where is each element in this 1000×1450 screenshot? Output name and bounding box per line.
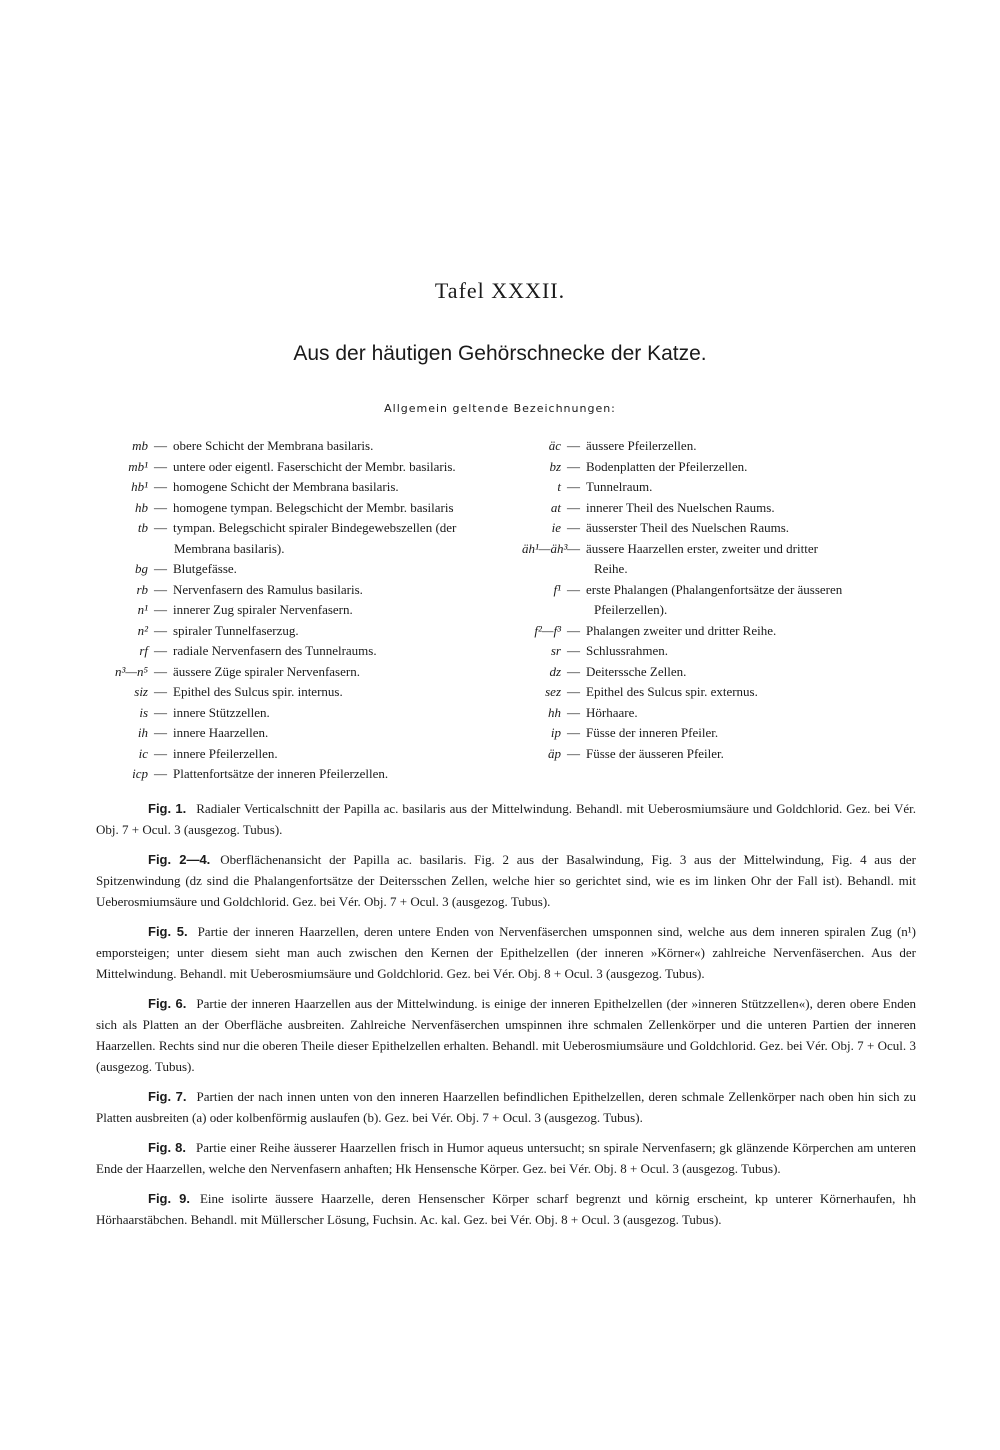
- legend-abbreviation: sr: [550, 643, 561, 658]
- legend-entry: [522, 477, 922, 498]
- figure-text: Eine isolirte äussere Haarzelle, deren Hensenscher Körper scharf begrenzt und körnig erscheint, kp unterer Körnerhaufen, hh Hörhaarstäbchen. Behandl. mit Müllerscher Lösung, Fuchsin. Ac. kal. Gez. bei Vér. Obj. 8 + Ocul. 3 (ausgezog. Tubus).: [96, 1191, 916, 1227]
- legend-abbreviation: rb: [136, 581, 148, 597]
- figure-label: Fig. 7.: [148, 1089, 187, 1104]
- legend-abbreviation: mb: [132, 438, 148, 453]
- figure-text: Oberflächenansicht der Papilla ac. basilaris. Fig. 2 aus der Basalwindung, Fig. 3 aus der Mittelwindung, Fig. 4 aus der Spitzenwindung (dz sind die Phalangenfortsätze der Deitersschen Zellen, welche hier so gerichtet sind, wie es im linken Ohr der Fall ist). Behandl. mit Ueberosmiumsäure und Goldchlorid. Gez. bei Vér. Obj. 7 + Ocul. 3 (ausgezog. Tubus).: [96, 852, 916, 909]
- legend-entry: [522, 662, 922, 683]
- legend-abbreviation: n²: [137, 622, 148, 638]
- legend-entry: [96, 764, 516, 785]
- figure-text: Radialer Verticalschnitt der Papilla ac. basilaris aus der Mittelwindung. Behandl. mit Ueberosmiumsäure und Goldchlorid. Gez. bei Vér. Obj. 7 + Ocul. 3 (ausgezog. Tubus).: [96, 801, 916, 837]
- legend-abbreviation: bg: [135, 561, 148, 576]
- legend-dash: —: [567, 745, 580, 761]
- legend-abbreviation: n³—n⁵: [115, 663, 148, 679]
- legend-abbreviation: äc: [548, 438, 561, 453]
- figure-caption: [96, 1137, 916, 1179]
- legend-dash: —: [154, 438, 167, 453]
- figure-caption: [96, 921, 916, 984]
- legend-abbreviation: f²—f³: [534, 622, 561, 638]
- legend-description-continuation: Pfeilerzellen).: [594, 602, 668, 617]
- figure-label: Fig. 5.: [148, 924, 188, 939]
- legend-description: Schlussrahmen.: [586, 643, 668, 658]
- legend-description: tympan. Belegschicht spiraler Bindegewebszellen (der: [173, 520, 457, 535]
- legend-abbreviation: ie: [551, 520, 561, 535]
- legend-dash: —: [154, 458, 167, 474]
- legend-abbreviation: at: [550, 499, 561, 515]
- legend-entry: [522, 641, 922, 662]
- legend-entry: [96, 723, 516, 744]
- legend-dash: —: [154, 622, 167, 638]
- legend-abbreviation: ip: [550, 725, 561, 740]
- figure-caption: [96, 798, 916, 840]
- legend-abbreviation: n¹: [137, 602, 148, 617]
- plate-title: Tafel XXXII.: [434, 278, 566, 303]
- legend-entry: [96, 744, 516, 765]
- figure-text: Partie der inneren Haarzellen aus der Mittelwindung. is einige der inneren Epithelzellen (der »inneren Stützzellen«), deren obere Enden sich als Platten an der Oberfläche ausbreiten. Zahlreiche Nervenfäserchen umspinnen ihre schmalen Zellenkörper und die unteren Partien der inneren Haarzellen. Rechts sind nur die oberen Theile dieser Epithelzellen erhalten. Behandl. mit Ueberosmiumsäure und Goldchlorid. Gez. bei Vér. Obj. 7 + Ocul. 3 (ausgezog. Tubus).: [96, 996, 916, 1074]
- figure-label: Fig. 8.: [148, 1140, 186, 1155]
- legend-description: untere oder eigentl. Faserschicht der Membr. basilaris.: [173, 458, 456, 474]
- legend-description: Epithel des Sulcus spir. internus.: [173, 684, 343, 699]
- legend-entry: [522, 621, 922, 642]
- legend-dash: —: [567, 479, 580, 494]
- legend-entry: [96, 682, 516, 703]
- legend-left-column: [96, 436, 516, 785]
- legend-dash: —: [154, 745, 167, 761]
- legend-description: innere Haarzellen.: [173, 725, 269, 740]
- legend-dash: —: [154, 581, 167, 597]
- legend-dash: —: [154, 684, 167, 699]
- legend-entry: [522, 744, 922, 765]
- legend-abbreviation: sez: [545, 684, 561, 699]
- legend-dash: —: [567, 643, 580, 658]
- legend-description: Epithel des Sulcus spir. externus.: [586, 684, 758, 699]
- legend-description: äussere Haarzellen erster, zweiter und dritter: [586, 540, 818, 556]
- legend-dash: —: [154, 663, 167, 679]
- legend-description: Plattenfortsätze der inneren Pfeilerzellen.: [173, 766, 389, 781]
- figure-text: Partie einer Reihe äusserer Haarzellen frisch in Humor aqueus untersucht; sn spirale Nervenfasern; gk glänzende Körperchen am unteren Ende der Haarzellen, welche den Nervenfasern anhaften; Hk Hensensche Körper. Gez. bei Vér. Obj. 8 + Ocul. 3 (ausgezog. Tubus).: [96, 1140, 917, 1176]
- figure-text: Partie der inneren Haarzellen, deren untere Enden von Nervenfäserchen umsponnen sind, welche aus dem inneren spiralen Zug (n¹) emporsteigen; unter diesem sieht man auch zwischen den Kernen der Epithelzellen (der inneren »Körner«) zahlreiche Nervenfäserchen. Aus der Mittelwindung. Behandl. mit Ueberosmiumsäure und Goldchlorid. Gez. bei Vér. Obj. 8 + Ocul. 3 (ausgezog. Tubus).: [96, 924, 917, 981]
- legend-dash: —: [567, 663, 580, 679]
- legend-description: homogene tympan. Belegschicht der Membr. basilaris: [173, 499, 454, 515]
- legend-entry: [96, 580, 516, 601]
- legend-description: innerer Zug spiraler Nervenfasern.: [173, 602, 353, 617]
- legend-entry: [96, 498, 516, 519]
- legend-abbreviation: hh: [548, 704, 561, 720]
- figure-label: Fig. 2—4.: [148, 852, 211, 867]
- legend-abbreviation: hb: [135, 499, 148, 515]
- figure-label: Fig. 9.: [148, 1191, 190, 1206]
- legend-dash: —: [154, 479, 167, 494]
- legend-description: radiale Nervenfasern des Tunnelraums.: [173, 643, 377, 658]
- page-title: Aus der häutigen Gehörschnecke der Katze.: [293, 342, 707, 365]
- legend-dash: —: [567, 622, 580, 638]
- legend-description: innere Pfeilerzellen.: [173, 745, 278, 761]
- legend-description: äusserster Theil des Nuelschen Raums.: [586, 520, 790, 535]
- legend-entry: [96, 641, 516, 662]
- legend-dash: —: [567, 581, 580, 597]
- figure-caption: [96, 1188, 916, 1230]
- legend-entry: [96, 703, 516, 724]
- legend-description: homogene Schicht der Membrana basilaris.: [173, 479, 399, 494]
- legend-entry: [522, 682, 922, 703]
- legend-entry: [96, 477, 516, 498]
- legend-heading: Allgemein geltende Bezeichnungen:: [384, 402, 616, 415]
- legend-entry: [522, 436, 922, 457]
- legend-dash: —: [154, 766, 167, 781]
- legend-dash: —: [567, 540, 580, 556]
- legend-description: erste Phalangen (Phalangenfortsätze der äusseren: [586, 581, 843, 597]
- legend-abbreviation: is: [139, 704, 148, 720]
- legend-abbreviation: f¹: [553, 581, 561, 597]
- legend-description: Füsse der inneren Pfeiler.: [586, 725, 719, 740]
- figure-caption: [96, 993, 916, 1077]
- legend-entry: [96, 518, 516, 539]
- legend-description: äussere Züge spiraler Nervenfasern.: [173, 663, 360, 679]
- legend-entry: [96, 436, 516, 457]
- legend-description-continuation: Reihe.: [594, 561, 628, 576]
- figure-captions: [96, 798, 916, 1239]
- legend-abbreviation: rf: [139, 643, 148, 658]
- legend-entry: [522, 580, 922, 601]
- legend-abbreviation: äp: [548, 745, 561, 761]
- legend-description: Phalangen zweiter und dritter Reihe.: [586, 622, 777, 638]
- legend-abbreviation: tb: [137, 520, 148, 535]
- legend-description-continuation: Membrana basilaris).: [174, 540, 285, 556]
- legend-entry: [522, 498, 922, 519]
- legend-dash: —: [154, 499, 167, 515]
- legend-entry: [96, 662, 516, 683]
- legend-description: Deiterssche Zellen.: [586, 663, 687, 679]
- figure-caption: [96, 1086, 916, 1128]
- legend-dash: —: [567, 704, 580, 720]
- legend-dash: —: [567, 684, 580, 699]
- legend-abbreviation: icp: [132, 766, 148, 781]
- legend-dash: —: [154, 643, 167, 658]
- legend-dash: —: [567, 499, 580, 515]
- legend-dash: —: [154, 602, 167, 617]
- legend-entry: [96, 559, 516, 580]
- figure-caption: [96, 849, 916, 912]
- figure-label: Fig. 1.: [148, 801, 187, 816]
- legend-description: innerer Theil des Nuelschen Raums.: [586, 499, 775, 515]
- legend-dash: —: [567, 458, 580, 474]
- legend-dash: —: [567, 438, 580, 453]
- legend-abbreviation: bz: [549, 458, 561, 474]
- legend-abbreviation: äh¹—äh³: [522, 540, 568, 556]
- legend-abbreviation: dz: [549, 663, 561, 679]
- legend-dash: —: [567, 725, 580, 740]
- legend-entry: [522, 723, 922, 744]
- legend-dash: —: [154, 561, 167, 576]
- legend-description: Hörhaare.: [586, 704, 638, 720]
- legend-entry: [522, 457, 922, 478]
- legend-abbreviation: siz: [134, 684, 148, 699]
- legend-entry: [522, 703, 922, 724]
- legend-abbreviation: ic: [138, 745, 148, 761]
- legend-dash: —: [567, 520, 580, 535]
- legend-dash: —: [154, 704, 167, 720]
- legend-description: Tunnelraum.: [586, 479, 653, 494]
- legend-entry: [96, 457, 516, 478]
- legend-right-column: [522, 436, 922, 764]
- legend-abbreviation: hb¹: [131, 479, 148, 494]
- legend-entry: [522, 518, 922, 539]
- legend-dash: —: [154, 520, 167, 535]
- legend-abbreviation: ih: [137, 725, 148, 740]
- legend-description: spiraler Tunnelfaserzug.: [173, 622, 299, 638]
- figure-label: Fig. 6.: [148, 996, 187, 1011]
- legend-entry: [522, 539, 922, 560]
- legend-description: äussere Pfeilerzellen.: [586, 438, 697, 453]
- legend-description: Bodenplatten der Pfeilerzellen.: [586, 458, 748, 474]
- legend-entry: [96, 600, 516, 621]
- figure-text: Partien der nach innen unten von den inneren Haarzellen befindlichen Epithelzellen, deren schmale Zellenkörper nach oben hin sich zu Platten ausbreiten (a) oder kolbenförmig auslaufen (b). Gez. bei Vér. Obj. 7 + Ocul. 3 (ausgezog. Tubus).: [96, 1089, 916, 1125]
- legend-description: obere Schicht der Membrana basilaris.: [173, 438, 374, 453]
- legend-description: Füsse der äusseren Pfeiler.: [586, 745, 724, 761]
- legend-abbreviation: t: [557, 479, 561, 494]
- legend-description: Blutgefässe.: [173, 561, 237, 576]
- legend-abbreviation: mb¹: [128, 458, 148, 474]
- legend-description: innere Stützzellen.: [173, 704, 270, 720]
- legend-entry: [96, 621, 516, 642]
- legend-dash: —: [154, 725, 167, 740]
- legend-description: Nervenfasern des Ramulus basilaris.: [173, 581, 363, 597]
